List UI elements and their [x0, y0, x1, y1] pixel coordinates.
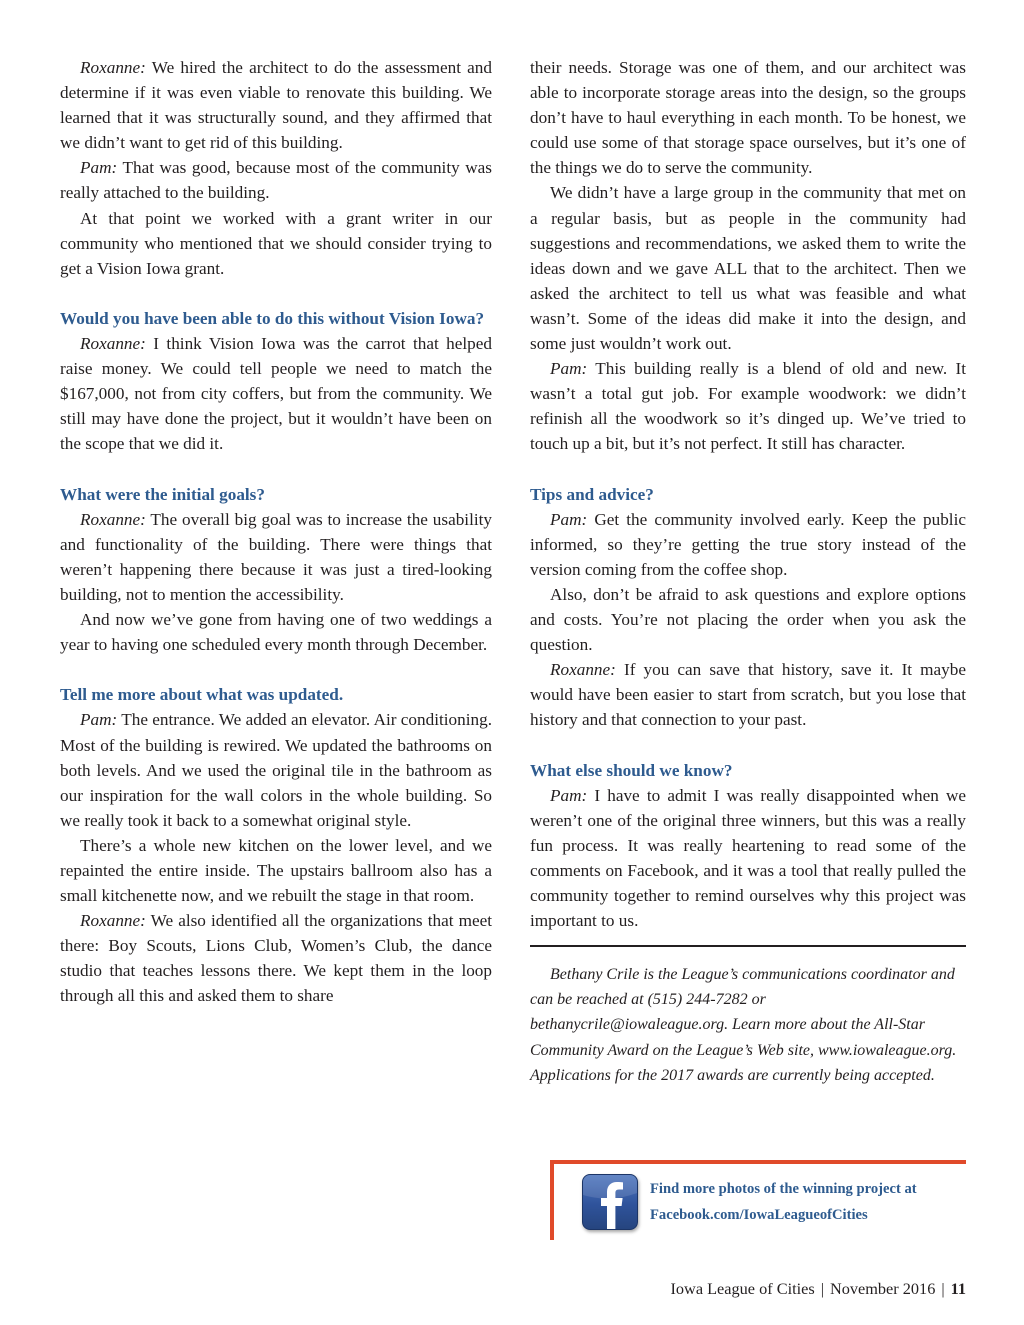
divider: [530, 945, 966, 947]
author-bio: Bethany Crile is the League’s communications coordinator and can be reached at (515) 244-7282 or bethanycrile@iowaleague.org. Learn more about the All-Star Community Award on the League’s Web site, www.iowaleague.org. Applications for the 2017 awards are currently being accepted.: [530, 966, 957, 1084]
page-footer: [540, 1279, 966, 1299]
question-heading: What were the initial goals?: [60, 484, 265, 504]
left-column: [60, 55, 492, 1009]
paragraph: [60, 155, 492, 205]
speaker-name: Roxanne:: [80, 334, 146, 354]
paragraph-text: I think Vision Iowa was the carrot that helped raise money. We could tell people we need to match the $167,000, not from city coffers, but from the community. We still may have done the project, but it wouldn’t have been on the scope that we did it.: [60, 334, 492, 454]
paragraph: Also, don’t be afraid to ask questions and explore options and costs. You’re not placing the order when you ask the question.: [530, 584, 966, 655]
paragraph-text: Get the community involved early. Keep the public informed, so they’re getting the true story instead of the version coming from the coffee shop.: [530, 509, 966, 579]
paragraph-text: The overall big goal was to increase the usability and functionality of the building. There were things that weren’t happening there because it was just a tired-looking building, not to mention the accessibility.: [60, 509, 492, 604]
paragraph: There’s a whole new kitchen on the lower level, and we repainted the entire inside. The upstairs ballroom also has a small kitchenette now, and we rebuilt the stage in that room.: [60, 835, 492, 906]
question-heading: Tips and advice?: [530, 484, 654, 504]
question-heading: What else should we know?: [530, 760, 733, 780]
speaker-name: Pam:: [80, 158, 118, 178]
paragraph-text: We also identified all the organizations that meet there: Boy Scouts, Lions Club, Women’s Club, the dance studio that teaches lessons there. We kept them in the loop through all this and asked them to share: [60, 911, 492, 1006]
facebook-icon[interactable]: [582, 1174, 638, 1230]
speaker-name: Pam:: [550, 785, 588, 805]
paragraph-text: This building really is a blend of old and new. It wasn’t a total gut job. For example woodwork: we didn’t refinish all the woodwork so it’s dinged up. We’ve tried to touch up a bit, but it’s not perfect. It still has character.: [530, 359, 966, 454]
paragraph: We didn’t have a large group in the community that met on a regular basis, but as people in the community had suggestions and recommendations, we asked them to write the ideas down and we gave ALL that to the architect. Then we asked the architect to tell us what was feasible and what wasn’t. Some of the ideas did make it into the design, and some just wouldn’t work out.: [530, 183, 966, 354]
issue-date: November 2016: [829, 1279, 936, 1298]
paragraph: [530, 356, 966, 456]
question-heading: Tell me more about what was updated.: [60, 685, 344, 705]
paragraph: [60, 331, 492, 456]
paragraph-text: I have to admit I was really disappointed when we weren’t one of the original three winners, but this was a really fun process. It was really heartening to read some of the comments on Facebook, and it was a tool that really pulled the community together to remind ourselves why this project was important to us.: [530, 785, 966, 931]
right-column: [530, 55, 966, 1088]
speaker-name: Pam:: [550, 509, 588, 529]
callout-border-top: [550, 1160, 966, 1164]
paragraph-text: We hired the architect to do the assessment and determine if it was even viable to renovate this building. We learned that it was structurally sound, and they affirmed that we didn’t want to get rid of this building.: [60, 58, 492, 153]
paragraph: [60, 55, 492, 155]
speaker-name: Pam:: [80, 710, 118, 730]
speaker-name: Roxanne:: [80, 58, 146, 77]
callout-text: [650, 1176, 966, 1228]
question-heading: Would you have been able to do this without Vision Iowa?: [60, 308, 485, 328]
callout-line: Find more photos of the winning project at: [650, 1181, 917, 1197]
callout-border-left: [550, 1160, 554, 1240]
speaker-name: Pam:: [550, 359, 588, 379]
paragraph: [530, 783, 966, 934]
paragraph: their needs. Storage was one of them, and our architect was able to incorporate storage areas into the design, so the groups don’t have to haul everything in each month. To be honest, we could use some of that storage space ourselves, but it’s one of the things we do to serve the community.: [530, 58, 966, 178]
paragraph: [60, 707, 492, 832]
facebook-link[interactable]: Facebook.com/IowaLeagueofCities: [650, 1207, 868, 1223]
paragraph: [530, 657, 966, 732]
speaker-name: Roxanne:: [550, 660, 616, 680]
paragraph: And now we’ve gone from having one of two weddings a year to having one scheduled every month through December.: [60, 610, 492, 655]
footer-separator: |: [941, 1279, 945, 1298]
facebook-callout: [550, 1160, 966, 1240]
paragraph: [60, 908, 492, 1008]
footer-separator: |: [820, 1279, 824, 1298]
paragraph-text: The entrance. We added an elevator. Air conditioning. Most of the building is rewired. We updated the bathrooms on both levels. And we used the original tile in the bathroom as our inspiration for the wall colors in the whole building. So we really took it back to a somewhat original style.: [60, 710, 492, 830]
paragraph: At that point we worked with a grant writer in our community who mentioned that we should consider trying to get a Vision Iowa grant.: [60, 208, 492, 278]
paragraph: [60, 507, 492, 607]
paragraph-text: That was good, because most of the community was really attached to the building.: [60, 158, 492, 203]
paragraph: [530, 507, 966, 582]
publication-name: Iowa League of Cities: [670, 1279, 815, 1298]
speaker-name: Roxanne:: [80, 509, 146, 529]
speaker-name: Roxanne:: [80, 911, 146, 931]
paragraph-text: If you can save that history, save it. It maybe would have been easier to start from scratch, but you lose that history and that connection to your past.: [530, 660, 966, 730]
page-number: 11: [950, 1279, 966, 1298]
